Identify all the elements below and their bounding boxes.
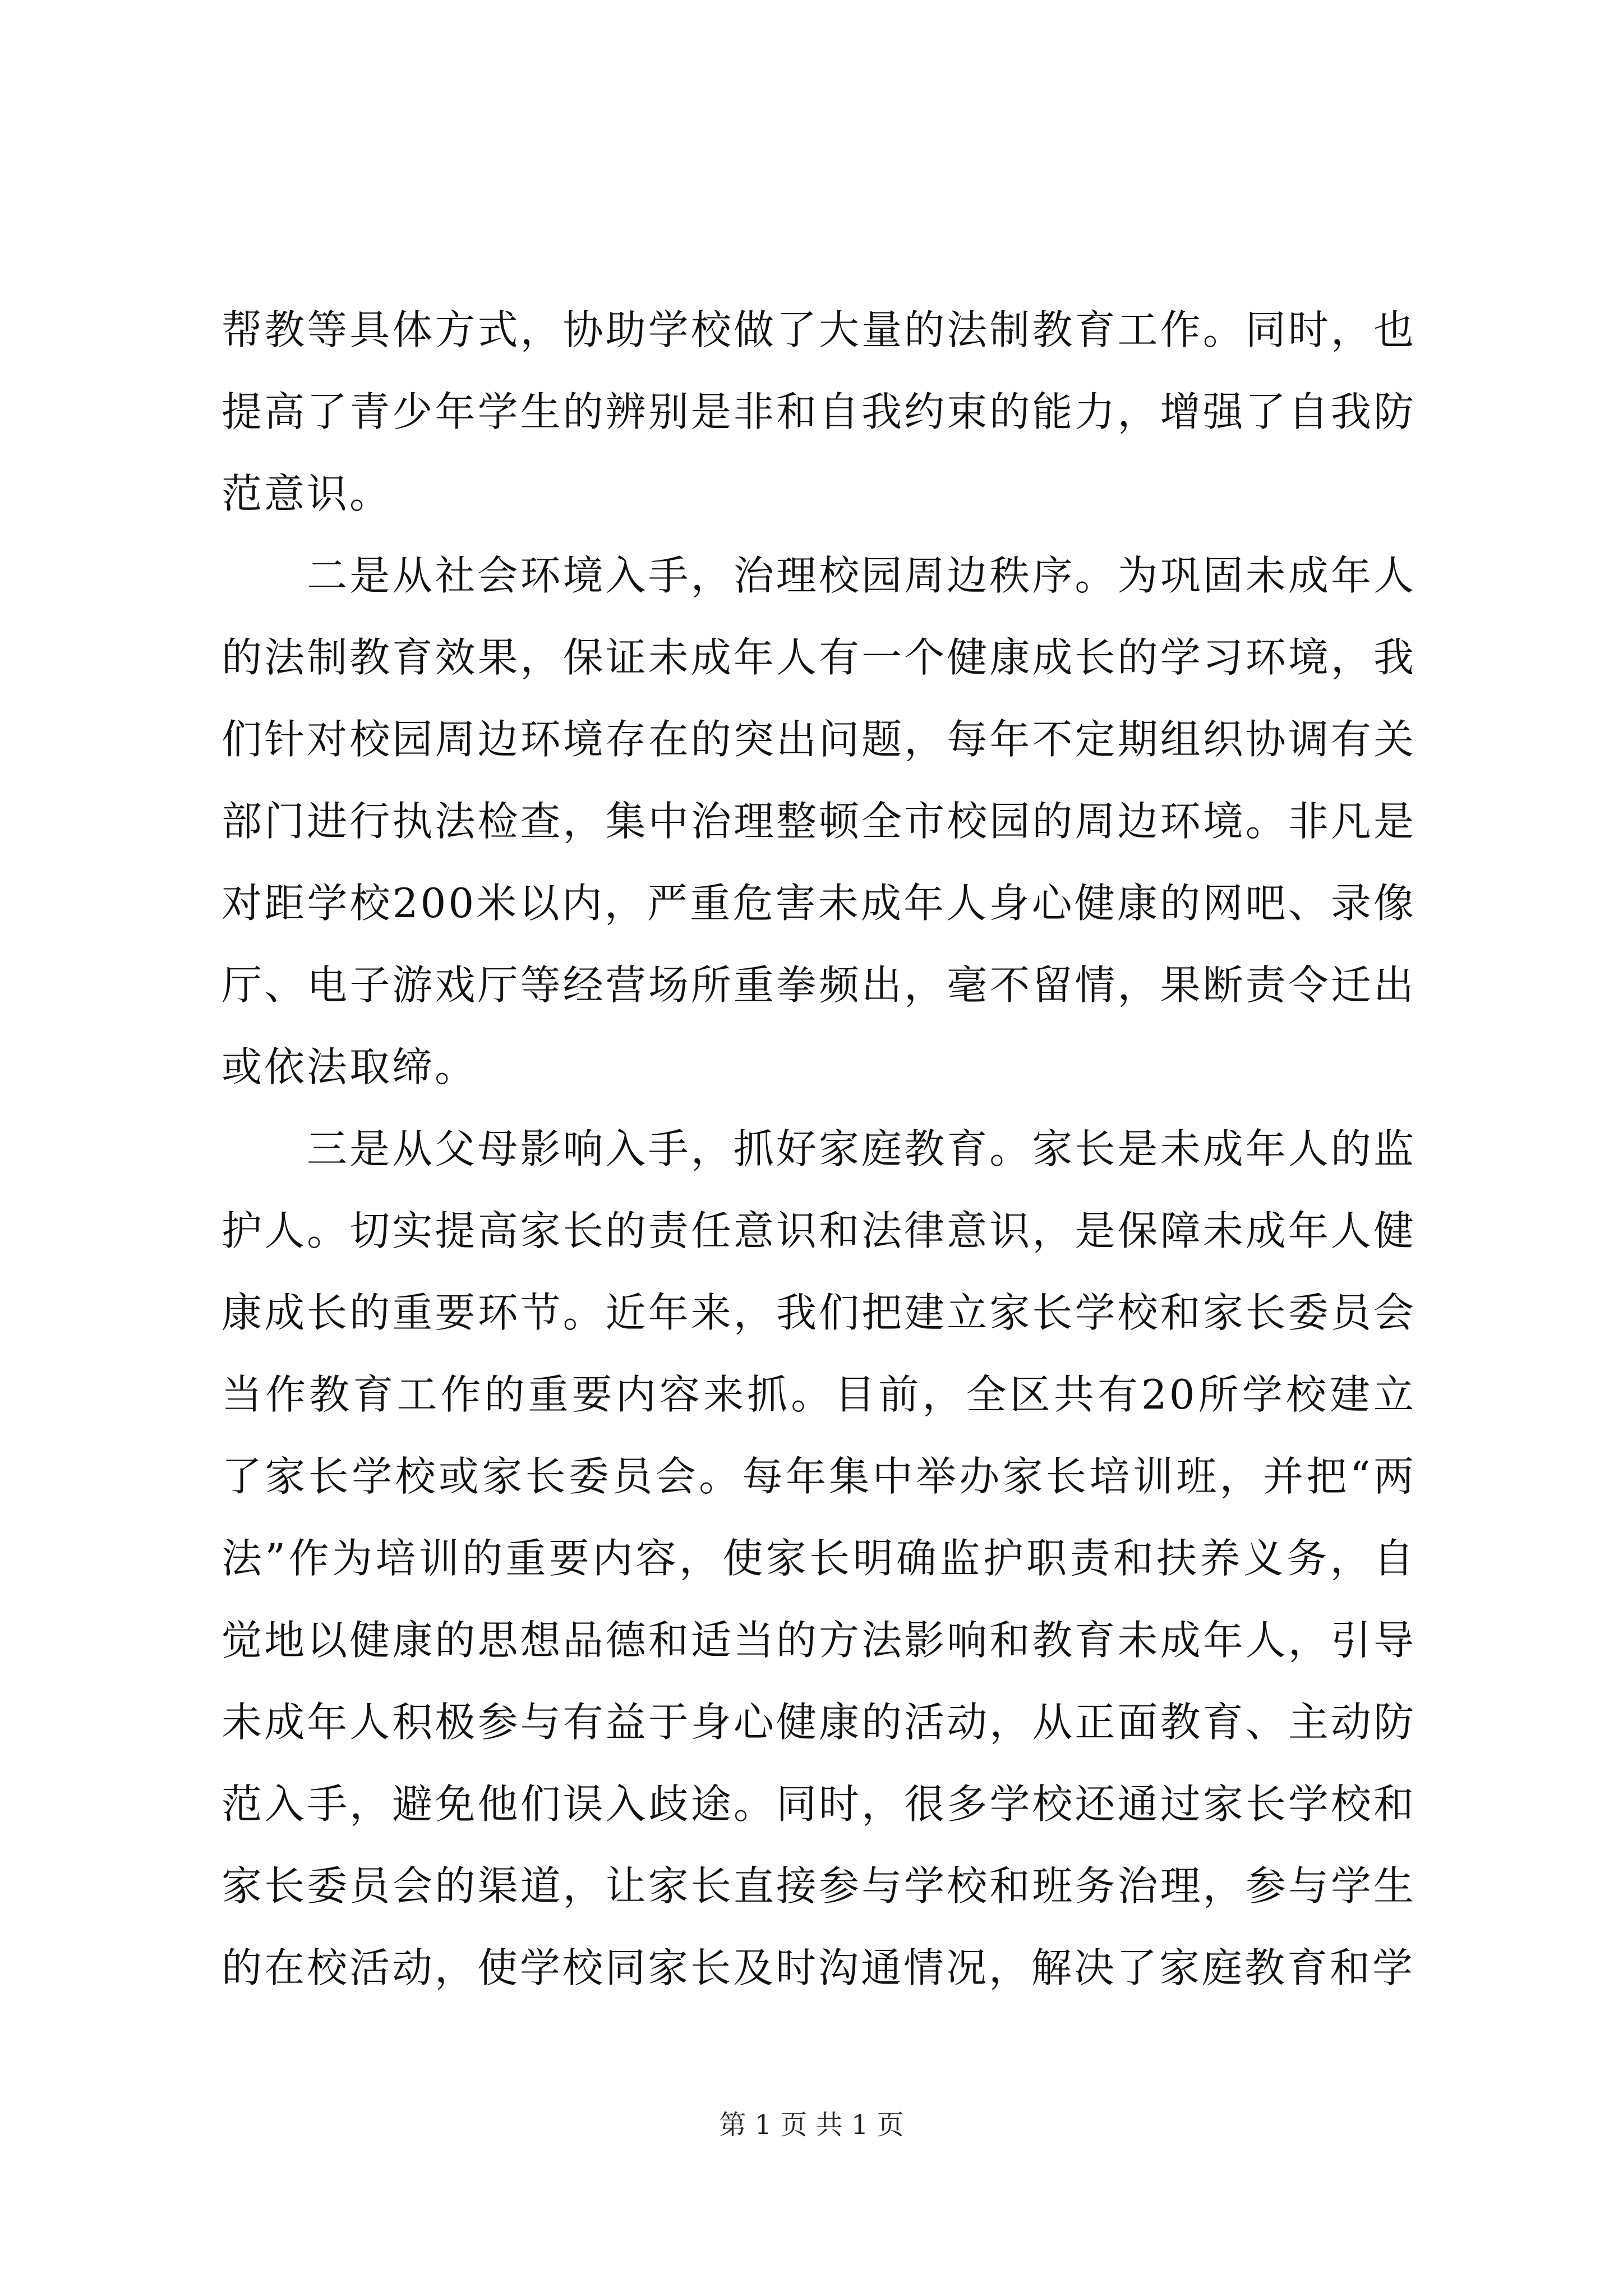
- page-footer: [0, 2108, 1623, 2142]
- page-number-label: 第 1 页 共 1 页: [719, 2109, 904, 2141]
- document-body: [222, 289, 1416, 2009]
- paragraph-social-environment: 二是从社会环境入手，治理校园周边秩序。为巩固未成年人的法制教育效果，保证未成年人有一个健康成长的学习环境，我们针对校园周边环境存在的突出问题，每年不定期组织协调有关部门进行执法检查，集中治理整顿全市校园的周边环境。非凡是对距学校200米以内，严重危害未成年人身心健康的网吧、录像厅、电子游戏厅等经营场所重拳频出，毫不留情，果断责令迁出或依法取缔。: [222, 552, 1416, 1091]
- paragraph-family-education: 三是从父母影响入手，抓好家庭教育。家长是未成年人的监护人。切实提高家长的责任意识和法律意识，是保障未成年人健康成长的重要环节。近年来，我们把建立家长学校和家长委员会当作教育工作的重要内容来抓。目前，全区共有20所学校建立了家长学校或家长委员会。每年集中举办家长培训班，并把“两法”作为培训的重要内容，使家长明确监护职责和扶养义务，自觉地以健康的思想品德和适当的方法影响和教育未成年人，引导未成年人积极参与有益于身心健康的活动，从正面教育、主动防范入手，避免他们误入歧途。同时，很多学校还通过家长学校和家长委员会的渠道，让家长直接参与学校和班务治理，参与学生的在校活动，使学校同家长及时沟通情况，解决了家庭教育和学: [222, 1125, 1416, 1991]
- paragraph-continuation: 帮教等具体方式，协助学校做了大量的法制教育工作。同时，也提高了青少年学生的辨别是非和自我约束的能力，增强了自我防范意识。: [222, 306, 1416, 517]
